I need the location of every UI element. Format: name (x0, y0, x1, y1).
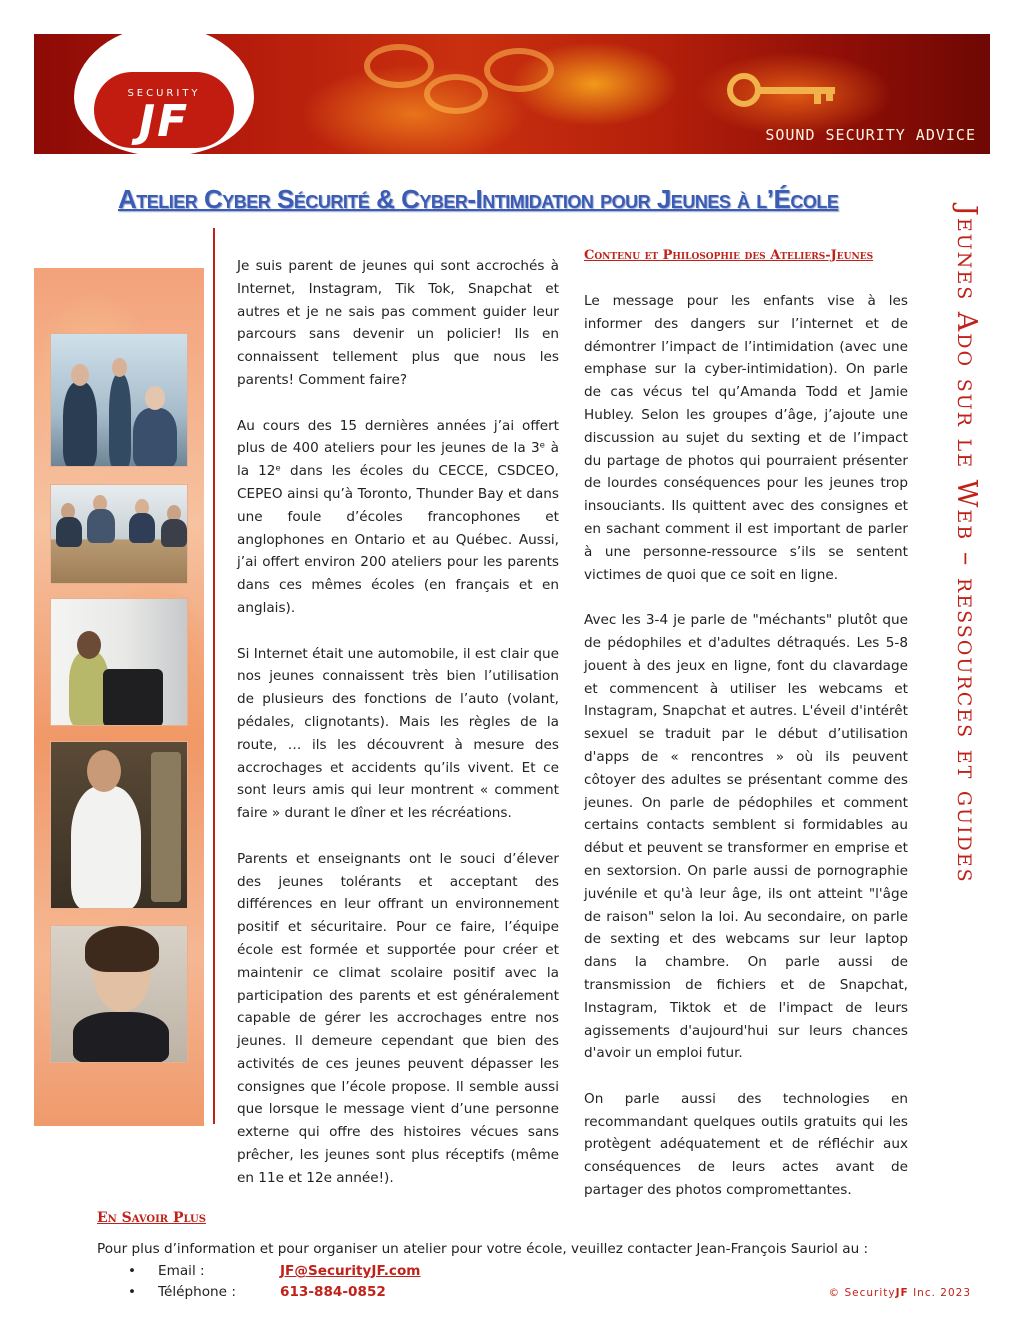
left-text-column (237, 255, 559, 1212)
photo-business-team (50, 333, 188, 467)
chain-link-decoration (484, 48, 554, 92)
copyright-prefix: © Security (828, 1287, 896, 1299)
bullet: • (128, 1284, 137, 1300)
chain-link-decoration (424, 74, 488, 114)
photo-woman-portrait (50, 925, 188, 1063)
section-heading-content: Contenu et Philosophie des Ateliers-Jeunes (584, 248, 874, 263)
chain-link-decoration (364, 44, 434, 88)
vertical-divider (213, 228, 215, 1124)
phone-label: Téléphone : (158, 1284, 236, 1300)
paragraph: Le message pour les enfants vise à les informer des dangers sur l’internet et de démontrer l’impact de l’intimidation (avec une emphase sur la cyber-intimidation). On parle de cas vécus tel qu’Amanda Todd et Jamie Hubley. Selon les groupes d’âge, j’ajoute une discussion au sujet du sexting et de l’impact du partage de photos qui pourraient présenter de lourdes conséquences pour les jeunes trop insouciants. Ils quittent avec des consignes et en sachant comment il est important de parler à une personne-ressource s’ils se sentent victimes de quoi que ce soit en ligne. (584, 293, 908, 583)
learn-more-heading: En Savoir Plus (97, 1210, 206, 1226)
paragraph: Parents et enseignants ont le souci d’élever des jeunes tolérants et acceptant des différences en leur offrant un environnement positif et sécuritaire. Pour ce faire, l’équipe école est formée et supportée pour créer et maintenir ce climat scolaire positif avec la participation des parents et est généralement capable de gérer les accrochages entre nos jeunes. Il demeure cependant que bien des activités de ces jeunes peuvent dépasser les consignes que l’école propose. Il semble aussi que lorsque le message vient d’une personne externe qui offre des histoires vécues sans prêcher, les jeunes sont plus réceptifs (même en 11e et 12e année!). (237, 850, 559, 1186)
contact-phone-row (128, 1284, 386, 1300)
side-title: Jeunes Ado sur le Web – ressources et guides (951, 205, 982, 884)
email-label: Email : (158, 1263, 205, 1279)
logo-jf-text: JF (138, 96, 190, 147)
page-title: Atelier Cyber Sécurité & Cyber-Intimidation pour Jeunes à l’École (118, 184, 839, 214)
paragraph: Au cours des 15 dernières années j’ai offert plus de 400 ateliers pour les jeunes de la 3ᵉ à la 12ᵉ dans les écoles du CECCE, CSDCEO, CEPEO ainsi qu’à Toronto, Thunder Bay et dans une foule d’écoles francophones et anglophones en Ontario et au Québec. Aussi, j’ai offert environ 200 ateliers pour les parents dans ces mêmes écoles (en français et en anglais). (237, 417, 559, 616)
bullet: • (128, 1263, 137, 1279)
email-link[interactable]: JF@SecurityJF.com (280, 1263, 421, 1279)
photo-meeting-table (50, 484, 188, 584)
photo-office-worker (50, 598, 188, 726)
copyright-suffix: Inc. 2023 (908, 1287, 971, 1299)
header-banner (34, 34, 990, 154)
paragraph: Si Internet était une automobile, il est clair que nos jeunes connaissent très bien l’utilisation de plusieurs des fonctions de l’auto (volant, pédales, clignotants). Mais les règles de la route, … ils les découvrent à mesure des accrochages et accidents qu’ils vivent. Et ce sont leurs amis qui leur montrent « comment faire » durant le dîner et les récréations. (237, 645, 559, 822)
copyright-brand: JF (895, 1287, 909, 1299)
banner-tagline: SOUND SECURITY ADVICE (765, 126, 976, 144)
paragraph: Je suis parent de jeunes qui sont accrochés à Internet, Instagram, Tik Tok, Snapchat et autres et je ne sais pas comment guider leur parcours sans devenir un policier! Ils en connaissent tellement plus que nous les parents! Comment faire? (237, 258, 559, 388)
paragraph: On parle aussi des technologies en recommandant quelques outils gratuits qui les protègent adéquatement et de réfléchir aux conséquences de leurs actes avant de partager des photos compromettantes. (584, 1090, 908, 1199)
key-icon (724, 70, 844, 110)
photo-man-portrait (50, 741, 188, 909)
copyright-notice (829, 1287, 971, 1299)
right-text-column (584, 290, 908, 1225)
logo-security-text: SECURITY (127, 88, 201, 99)
phone-number: 613-884-0852 (280, 1284, 386, 1300)
contact-email-row (128, 1263, 420, 1279)
paragraph: Avec les 3-4 je parle de "méchants" plutôt que de pédophiles et d'adultes détraqués. Les 5-8 jouent à des jeux en ligne, font du clavardage et commencent à utiliser les webcams et Instagram, Snapchat et autres. L'éveil d'intérêt sexuel se traduit par le début d’utilisation d'apps de « rencontres » où ils peuvent côtoyer des adultes se présentant comme des jeunes. On parle de pédophiles et comment certains contacts semblent si formidables au début et peuvent se transformer en emprise et en sextorsion. On parle aussi de pornographie juvénile et qu'à leur âge, ils ont atteint "l'âge de raison" selon la loi. Au secondaire, on parle de sexting et des webcams sur leur laptop dans la chambre. On parle aussi de transmission de fichiers et de Snapchat, Instagram, Tiktok et de l'impact de leurs agissements d'aujourd'hui sur leurs chances d'avoir un emploi futur. (584, 612, 908, 1062)
contact-intro: Pour plus d’information et pour organiser un atelier pour votre école, veuillez contacter Jean-François Sauriol au : (97, 1241, 869, 1257)
